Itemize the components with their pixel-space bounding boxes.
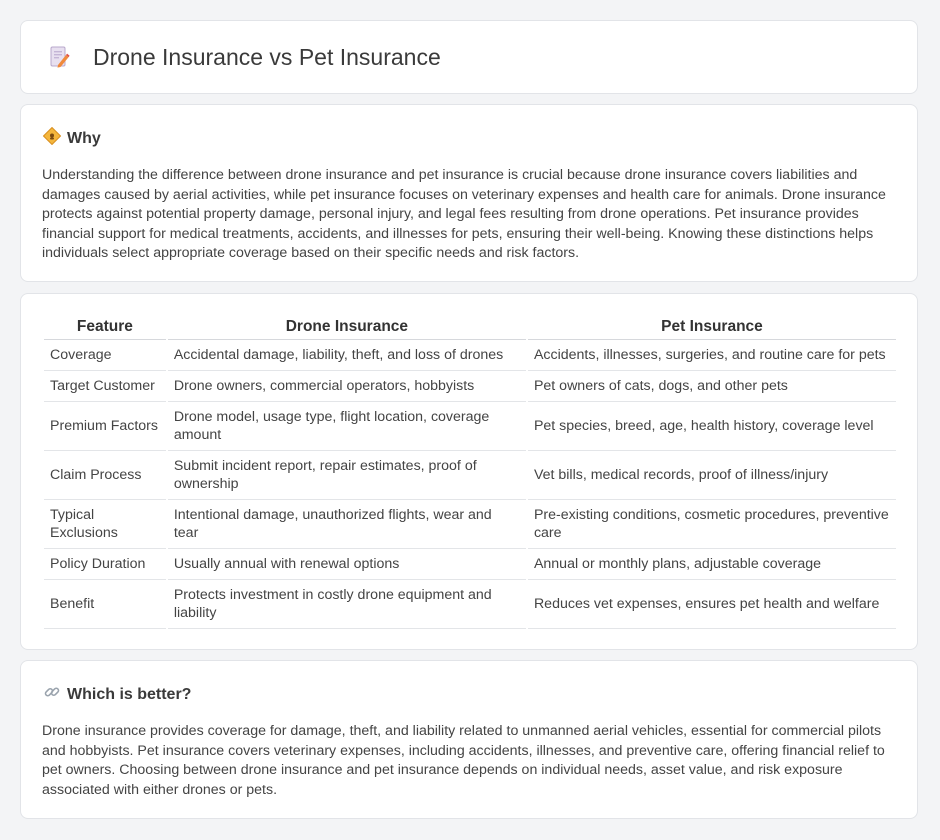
table-cell: Claim Process [44,451,166,500]
which-better-body: Drone insurance provides coverage for damage, theft, and liability related to unmanned aerial vehicles, essential for commercial pilots and hobbyists. Pet insurance covers veterinary expenses, including accidents, illnesses, and preventive care, offering financial relief to pet owners. Choosing between drone insurance and pet insurance depends on individual needs, asset value, and risk exposure associated with either drones or pets. [42,723,885,798]
table-cell: Pre-existing conditions, cosmetic procedures, preventive care [528,500,896,549]
header-card [20,20,918,94]
table-row [44,340,896,371]
document-pencil-icon [47,45,71,69]
table-row [44,549,896,580]
which-better-section [20,660,918,819]
column-header: Drone Insurance [168,318,526,340]
table-cell: Premium Factors [44,402,166,451]
table-cell: Protects investment in costly drone equipment and liability [168,580,526,629]
table-cell: Target Customer [44,371,166,402]
table-cell: Accidental damage, liability, theft, and loss of drones [168,340,526,371]
table-cell: Policy Duration [44,549,166,580]
comparison-table [42,318,898,629]
table-cell: Coverage [44,340,166,371]
table-cell: Accidents, illnesses, surgeries, and routine care for pets [528,340,896,371]
comparison-card [20,293,918,650]
table-cell: Vet bills, medical records, proof of illness/injury [528,451,896,500]
table-cell: Reduces vet expenses, ensures pet health and welfare [528,580,896,629]
why-body: Understanding the difference between drone insurance and pet insurance is crucial because drone insurance covers liabilities and damages caused by aerial activities, while pet insurance focuses on veterinary expenses and health care for animals. Drone insurance protects against potential property damage, personal injury, and legal fees resulting from drone operations. Pet insurance provides financial support for medical treatments, accidents, and illnesses for pets, ensuring their well-being. Knowing these distinctions helps individuals select appropriate coverage based on their specific needs and risk factors. [42,167,886,262]
table-cell: Typical Exclusions [44,500,166,549]
column-header: Pet Insurance [528,318,896,340]
table-cell: Pet owners of cats, dogs, and other pets [528,371,896,402]
why-section [20,104,918,282]
diamond-sign-icon [43,127,61,150]
table-cell: Pet species, breed, age, health history, coverage level [528,402,896,451]
table-row [44,451,896,500]
link-icon [43,683,61,706]
table-cell: Usually annual with renewal options [168,549,526,580]
table-row [44,402,896,451]
table-row [44,500,896,549]
column-header: Feature [44,318,166,340]
why-title: Why [67,129,101,147]
table-row [44,371,896,402]
table-cell: Intentional damage, unauthorized flights, wear and tear [168,500,526,549]
table-row [44,580,896,629]
table-cell: Annual or monthly plans, adjustable coverage [528,549,896,580]
page-title: Drone Insurance vs Pet Insurance [93,43,441,70]
table-header-row [44,318,896,340]
table-cell: Drone model, usage type, flight location, coverage amount [168,402,526,451]
table-cell: Drone owners, commercial operators, hobbyists [168,371,526,402]
table-cell: Benefit [44,580,166,629]
which-better-title: Which is better? [67,685,192,703]
table-cell: Submit incident report, repair estimates, proof of ownership [168,451,526,500]
